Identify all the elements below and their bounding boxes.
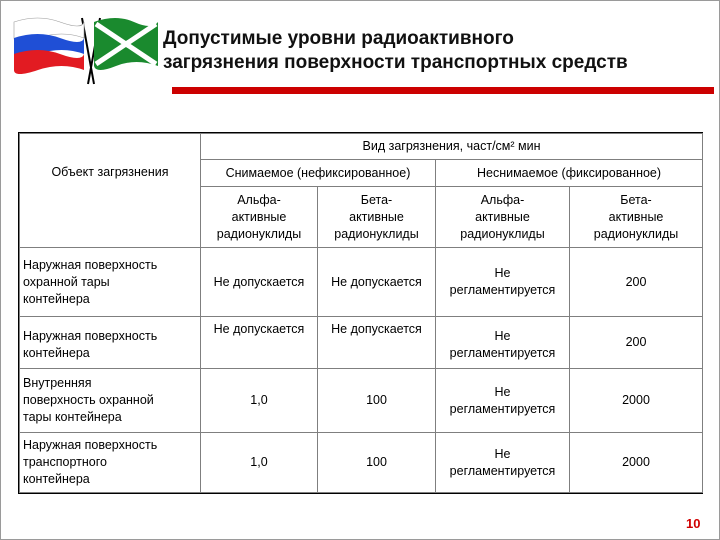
- cell-fixed-alpha: Не регламентируется: [436, 317, 570, 369]
- table-row: [20, 433, 703, 493]
- header-contamination-type: Вид загрязнения, част/см² мин: [201, 134, 703, 160]
- row-object: Наружная поверхность охранной тары контейнера: [20, 248, 201, 317]
- cell-fixed-alpha: Не регламентируется: [436, 248, 570, 317]
- cell-fixed-beta: 200: [570, 248, 703, 317]
- table-row: [20, 369, 703, 433]
- cell-removable-alpha: Не допускается: [201, 248, 318, 317]
- cell-fixed-beta: 200: [570, 317, 703, 369]
- header-fixed-alpha: Альфа- активные радионуклиды: [436, 187, 570, 248]
- header-removable-beta: Бета- активные радионуклиды: [318, 187, 436, 248]
- cell-fixed-alpha: Не регламентируется: [436, 369, 570, 433]
- header-fixed: Неснимаемое (фиксированное): [436, 160, 703, 187]
- title-line-1: Допустимые уровни радиоактивного: [163, 28, 514, 49]
- header-removable-alpha: Альфа- активные радионуклиды: [201, 187, 318, 248]
- cell-removable-beta: 100: [318, 369, 436, 433]
- title-underline: [172, 87, 714, 94]
- header-object-cell-top: [20, 134, 201, 160]
- header-fixed-beta: Бета- активные радионуклиды: [570, 187, 703, 248]
- cell-fixed-beta: 2000: [570, 433, 703, 493]
- row-object: Наружная поверхность контейнера: [20, 317, 201, 369]
- cell-removable-beta: 100: [318, 433, 436, 493]
- row-object: Внутренняя поверхность охранной тары контейнера: [20, 369, 201, 433]
- flags-logo: [10, 14, 160, 86]
- cell-removable-beta: Не допускается: [318, 317, 436, 369]
- cell-removable-alpha: Не допускается: [201, 317, 318, 369]
- russian-flag-icon: [14, 18, 94, 84]
- header-object-label: Объект загрязнения: [51, 164, 169, 179]
- cell-removable-alpha: 1,0: [201, 433, 318, 493]
- page-title: [163, 27, 713, 75]
- cell-fixed-alpha: Не регламентируется: [436, 433, 570, 493]
- cell-fixed-beta: 2000: [570, 369, 703, 433]
- cell-removable-beta: Не допускается: [318, 248, 436, 317]
- contamination-table: [18, 132, 703, 494]
- andreevsky-flag-icon: [88, 18, 158, 84]
- row-object: Наружная поверхность транспортного контейнера: [20, 433, 201, 493]
- cell-removable-alpha: 1,0: [201, 369, 318, 433]
- header-object: [20, 160, 201, 248]
- title-line-2: загрязнения поверхности транспортных средств: [163, 52, 628, 73]
- header-removable: Снимаемое (нефиксированное): [201, 160, 436, 187]
- table-row: [20, 317, 703, 369]
- page-number: 10: [686, 516, 701, 531]
- table-row: [20, 248, 703, 317]
